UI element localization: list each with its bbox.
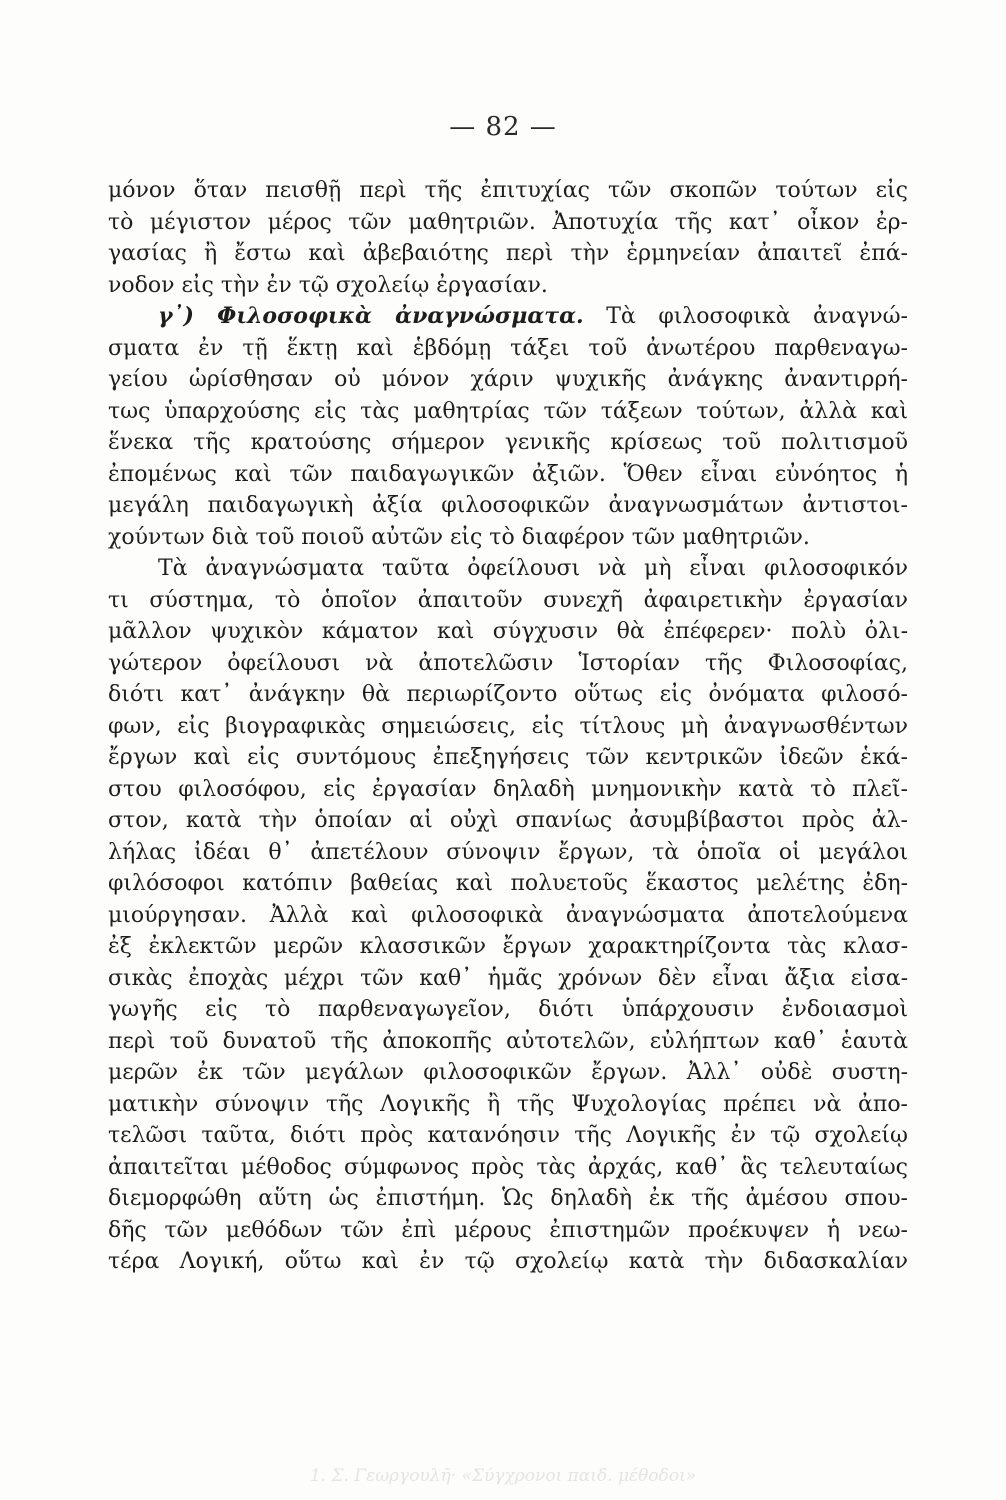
text-line: ἔργων καὶ εἰς συντόμους ἐπεξηγήσεις τῶν κεντρικῶν ἰδεῶν ἑκά- [108, 745, 908, 770]
text-line: ἀπαιτεῖται μέθοδος σύμφωνος πρὸς τὰς ἀρχάς, καθ᾽ ἃς τελευταίως [108, 1154, 908, 1180]
text-line: στον, κατὰ τὴν ὁποίαν αἱ οὐχὶ σπανίως ἀσυμβίβαστοι πρὸς ἀλ- [108, 808, 908, 833]
section-heading: γ᾽) Φιλοσοφικὰ ἀναγνώσματα. [158, 303, 584, 329]
text-line: τι σύστημα, τὸ ὁποῖον ἀπαιτοῦν συνεχῆ ἀφαιρετικὴν ἐργασίαν [108, 587, 908, 613]
text-line: τελῶσι ταῦτα, διότι πρὸς κατανόησιν τῆς Λογικῆς ἐν τῷ σχολείῳ [108, 1123, 908, 1148]
text-line: φιλόσοφοι κατόπιν βαθείας καὶ πολυετοῦς ἕκαστος μελέτης ἐδη- [108, 871, 908, 896]
text-line: γασίας ἢ ἔστω καὶ ἀβεβαιότης περὶ τὴν ἑρμηνείαν ἀπαιτεῖ ἐπά- [108, 241, 908, 266]
text-line: λήλας ἰδέαι θ᾽ ἀπετέλουν σύνοψιν ἔργων, τὰ ὁποῖα οἱ μεγάλοι [108, 839, 908, 865]
text-line: χούντων διὰ τοῦ ποιοῦ αὐτῶν εἰς τὸ διαφέρον τῶν μαθητριῶν. [108, 524, 810, 550]
text-line: σικὰς ἐποχὰς μέχρι τῶν καθ᾽ ἡμᾶς χρόνων δὲν εἶναι ἄξια εἰσα- [108, 965, 908, 991]
text-line: ἐπομένως καὶ τῶν παιδαγωγικῶν ἀξιῶν. Ὅθεν εἶναι εὐνόητος ἡ [108, 461, 908, 487]
text-line: σματα ἐν τῇ ἕκτῃ καὶ ἑβδόμῃ τάξει τοῦ ἀνωτέρου παρθεναγω- [108, 335, 908, 361]
text-line: δῆς τῶν μεθόδων τῶν ἐπὶ μέρους ἐπιστημῶν προέκυψεν ἡ νεω- [108, 1217, 908, 1243]
text-line: διεμορφώθη αὕτη ὡς ἐπιστήμη. Ὡς δηλαδὴ ἐκ τῆς ἀμέσου σπου- [108, 1186, 908, 1211]
text-line: μιούργησαν. Ἀλλὰ καὶ φιλοσοφικὰ ἀναγνώσματα ἀποτελούμενα [108, 902, 908, 928]
text-line: ματικὴν σύνοψιν τῆς Λογικῆς ἢ τῆς Ψυχολογίας πρέπει νὰ ἀπο- [108, 1091, 908, 1117]
faded-footnote: 1. Σ. Γεωργουλῆ· «Σύγχρονοι παιδ. μέθοδοι» [309, 1466, 697, 1486]
text-line: ἐξ ἐκλεκτῶν μερῶν κλασσικῶν ἔργων χαρακτηρίζοντα τὰς κλασ- [108, 934, 908, 959]
text-line: μεγάλη παιδαγωγικὴ ἀξία φιλοσοφικῶν ἀναγνωσμάτων ἀντιστοι- [108, 493, 908, 518]
text-line: μᾶλλον ψυχικὸν κάματον καὶ σύγχυσιν θὰ ἐπέφερεν· πολὺ ὀλι- [108, 619, 908, 644]
text-line: ἕνεκα τῆς κρατούσης σήμερον γενικῆς κρίσεως τοῦ πολιτισμοῦ [108, 430, 908, 455]
text-line: γώτερον ὀφείλουσι νὰ ἀποτελῶσιν Ἱστορίαν τῆς Φιλοσοφίας, [108, 650, 908, 676]
text-line: μόνον ὅταν πεισθῇ περὶ τῆς ἐπιτυχίας τῶν σκοπῶν τούτων εἰς [108, 178, 908, 203]
text-line: φων, εἰς βιογραφικὰς σημειώσεις, εἰς τίτλους μὴ ἀναγνωσθέντων [108, 713, 908, 739]
text-line: τως ὑπαρχούσης εἰς τὰς μαθητρίας τῶν τάξεων τούτων, ἀλλὰ καὶ [108, 398, 908, 424]
text-line: νοδον εἰς τὴν ἐν τῷ σχολείῳ ἐργασίαν. [108, 272, 548, 298]
section-heading-continuation: Τὰ φιλοσοφικὰ ἀναγνώ- [583, 304, 908, 329]
text-line: περὶ τοῦ δυνατοῦ τῆς ἀποκοπῆς αὐτοτελῶν, εὐλήπτων καθ᾽ ἑαυτὰ [108, 1028, 908, 1054]
text-line: τὸ μέγιστον μέρος τῶν μαθητριῶν. Ἀποτυχία τῆς κατ᾽ οἶκον ἐρ- [108, 209, 908, 235]
page-number: — 82 — [449, 112, 557, 142]
text-line: στου φιλοσόφου, εἰς ἐργασίαν δηλαδὴ μνημονικὴν κατὰ τὸ πλεῖ- [108, 776, 908, 802]
section-heading-line [108, 301, 908, 333]
paragraph-start-line: Τὰ ἀναγνώσματα ταῦτα ὀφείλουσι νὰ μὴ εἶναι φιλοσοφικόν [158, 556, 908, 581]
body-text [108, 175, 908, 1278]
text-line: μερῶν ἐκ τῶν μεγάλων φιλοσοφικῶν ἔργων. Ἀλλ᾽ οὐδὲ συστη- [108, 1060, 908, 1085]
text-line: διότι κατ᾽ ἀνάγκην θὰ περιωρίζοντο οὕτως εἰς ὀνόματα φιλοσό- [108, 682, 908, 707]
text-line: γείου ὡρίσθησαν οὐ μόνον χάριν ψυχικῆς ἀνάγκης ἀναντιρρή- [108, 367, 908, 392]
text-line: γωγῆς εἰς τὸ παρθεναγωγεῖον, διότι ὑπάρχουσιν ἐνδοιασμοὶ [108, 997, 908, 1022]
text-line: τέρα Λογική, οὕτω καὶ ἐν τῷ σχολείῳ κατὰ τὴν διδασκαλίαν [108, 1249, 908, 1274]
